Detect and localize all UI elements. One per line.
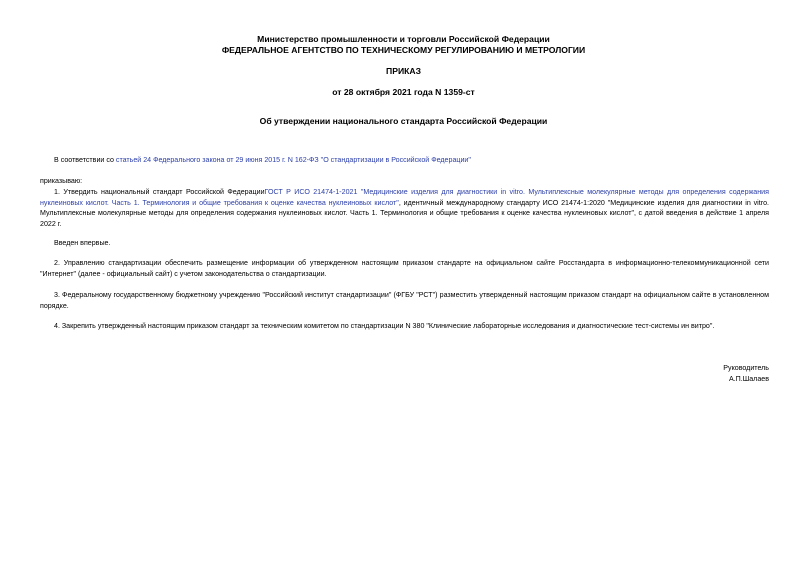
document-type: ПРИКАЗ: [386, 66, 421, 76]
intro-prefix: В соответствии со: [54, 156, 116, 164]
date-number: от 28 октября 2021 года N 1359-ст: [332, 87, 475, 97]
document-subject: Об утверждении национального стандарта Российской Федерации: [259, 116, 548, 126]
ministry-heading: Министерство промышленности и торговли Российской Федерации: [257, 34, 550, 44]
item-4-paragraph: 4. Закрепить утвержденный настоящим приказом стандарт за техническим комитетом по стандартизации N 380 "Клинические лабораторные исследования и диагностические тест-системы ин витро".: [54, 322, 715, 330]
first-time-note: Введен впервые.: [54, 239, 111, 247]
item-1-paragraph: [40, 187, 769, 229]
standard-link[interactable]: ГОСТ Р ИСО 21474-1-2021 "Медицинские изделия для диагностики in vitro. Мультиплексные молекулярные методы для определения содержания нуклеиновых кислот. Часть 1. Терминология и общие требования к оценке качества нуклеиновых кислот": [40, 188, 769, 207]
item-3-paragraph: 3. Федеральному государственному бюджетному учреждению "Российский институт стандартизации" (ФГБУ "РСТ") разместить утвержденный настоящим приказом стандарт на официальном сайте в установленном порядке.: [40, 291, 769, 310]
item-2-paragraph: 2. Управлению стандартизации обеспечить размещение информации об утвержденном настоящим приказом стандарте на официальном сайте Росстандарта в информационно-телекоммуникационной сети "Интернет" (далее - официальный сайт) с учетом законодательства о стандартизации.: [40, 259, 769, 278]
intro-paragraph: [40, 155, 769, 166]
item-1-suffix: , идентичный международному стандарту ИСО 21474-1:2020 "Медицинские изделия для диагностики in vitro. Мультиплексные молекулярные методы для определения содержания нуклеиновых кислот. Часть 1. Терминология и общие требования к оценке качества нуклеиновых кислот", с датой введения в действие 1 апреля 2022 г.: [40, 198, 770, 228]
federal-law-link[interactable]: статьей 24 Федерального закона от 29 июня 2015 г. N 162-ФЗ "О стандартизации в Российской Федерации": [115, 156, 471, 164]
order-word: приказываю:: [40, 177, 83, 185]
item-1-prefix: 1. Утвердить национальный стандарт Российской Федерации: [54, 188, 265, 196]
signature-title: Руководитель: [723, 364, 769, 372]
agency-heading: ФЕДЕРАЛЬНОЕ АГЕНТСТВО ПО ТЕХНИЧЕСКОМУ РЕГУЛИРОВАНИЮ И МЕТРОЛОГИИ: [221, 45, 586, 55]
signature-name: А.П.Шалаев: [728, 375, 769, 383]
